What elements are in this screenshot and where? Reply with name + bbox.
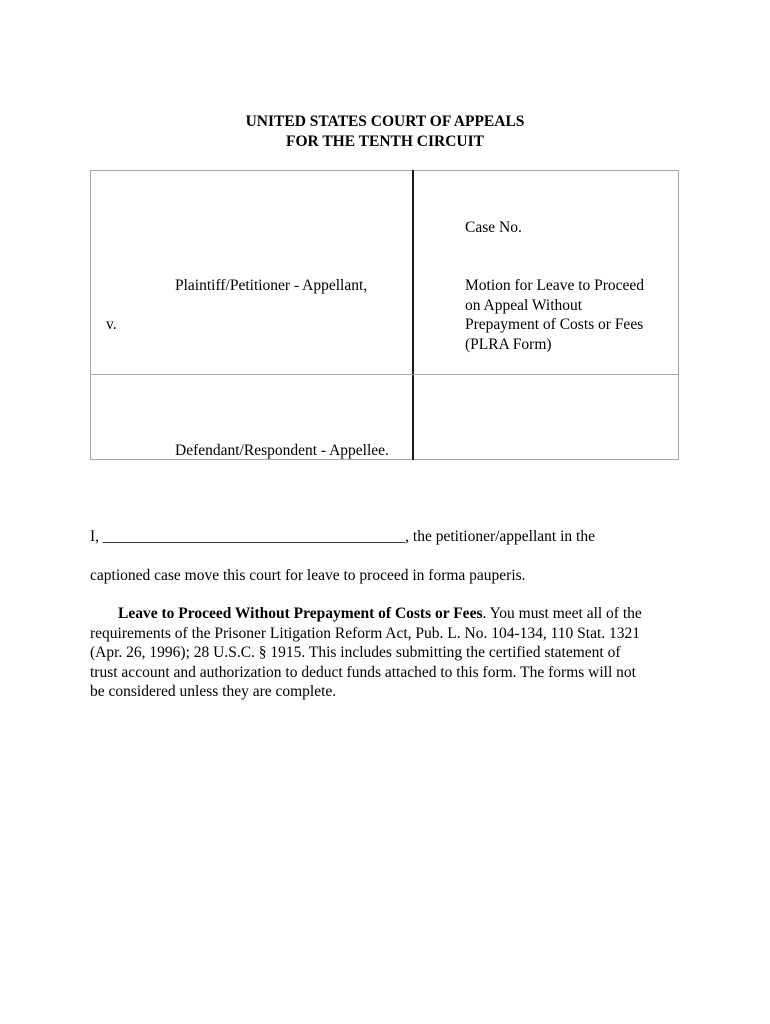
versus-label: v.: [106, 316, 117, 333]
requirements-line: trust account and authorization to deduct funds attached to this form. The forms will not: [90, 663, 636, 681]
circuit-name: FOR THE TENTH CIRCUIT: [286, 133, 484, 150]
caption-horizontal-divider: [90, 374, 679, 375]
motion-title-line: Motion for Leave to Proceed: [465, 277, 645, 294]
plaintiff-label: Plaintiff/Petitioner - Appellant,: [175, 277, 368, 294]
petitioner-name-line: I, _______________________________________, the petitioner/appellant in the: [90, 528, 595, 545]
requirements-paragraph: [90, 604, 685, 702]
requirements-first-line: [90, 604, 685, 624]
requirements-line: requirements of the Prisoner Litigation Reform Act, Pub. L. No. 104-134, 110 Stat. 1321: [90, 624, 641, 642]
motion-title-line: on Appeal Without: [465, 296, 583, 314]
motion-title-line: Prepayment of Costs or Fees: [465, 316, 644, 333]
requirements-line: (Apr. 26, 1996); 28 U.S.C. § 1915. This includes submitting the certified statement of: [90, 644, 621, 661]
motion-title: [465, 276, 644, 354]
court-header: [0, 112, 770, 152]
requirements-text-start: . You must meet all of the: [482, 605, 642, 622]
defendant-label: Defendant/Respondent - Appellee.: [175, 442, 389, 459]
caption-vertical-divider: [412, 170, 414, 460]
requirements-line: be considered unless they are complete.: [90, 683, 337, 700]
motion-title-line: (PLRA Form): [465, 335, 552, 353]
motion-statement: captioned case move this court for leave to proceed in forma pauperis.: [90, 567, 526, 584]
court-name: UNITED STATES COURT OF APPEALS: [245, 113, 525, 130]
section-heading: Leave to Proceed Without Prepayment of Costs or Fees: [118, 605, 483, 622]
case-number-label: Case No.: [465, 219, 522, 236]
